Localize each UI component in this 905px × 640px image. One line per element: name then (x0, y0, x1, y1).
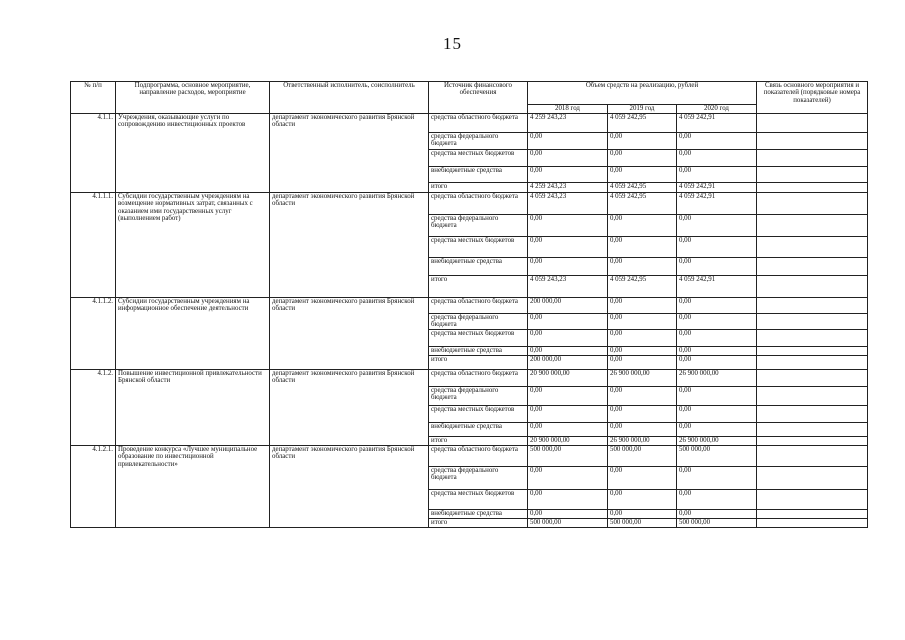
row-code: 4.1.1.1. (71, 193, 116, 298)
row-value-2020: 4 059 242,91 (677, 193, 757, 215)
row-value-2018: 0,00 (528, 467, 608, 490)
row-program-name: Проведение конкурса «Лучшее муниципальное образование по инвестиционной привлекательности» (116, 446, 270, 528)
row-link (757, 510, 868, 519)
row-value-2020: 0,00 (677, 237, 757, 258)
row-source: внебюджетные средства (429, 423, 528, 437)
row-link (757, 215, 868, 237)
header-no: № п/п (71, 82, 116, 114)
row-value-2019: 0,00 (608, 298, 677, 314)
row-link (757, 446, 868, 467)
row-value-2018: 500 000,00 (528, 519, 608, 528)
row-value-2019: 0,00 (608, 150, 677, 167)
row-source: средства областного бюджета (429, 298, 528, 314)
row-value-2020: 0,00 (677, 314, 757, 330)
row-value-2020: 0,00 (677, 347, 757, 356)
row-source: внебюджетные средства (429, 167, 528, 183)
row-value-2018: 0,00 (528, 215, 608, 237)
row-source: средства федерального бюджета (429, 387, 528, 406)
row-value-2019: 0,00 (608, 167, 677, 183)
row-executor: департамент экономического развития Брянской области (270, 298, 429, 370)
row-source: средства областного бюджета (429, 370, 528, 387)
row-link (757, 298, 868, 314)
row-value-2018: 20 900 000,00 (528, 437, 608, 446)
row-value-2018: 20 900 000,00 (528, 370, 608, 387)
row-source: внебюджетные средства (429, 510, 528, 519)
table-row (71, 370, 868, 387)
row-value-2019: 0,00 (608, 314, 677, 330)
row-value-2018: 0,00 (528, 510, 608, 519)
row-value-2018: 4 259 243,23 (528, 183, 608, 193)
row-value-2019: 0,00 (608, 423, 677, 437)
header-executor: Ответственный исполнитель, соисполнитель (270, 82, 429, 114)
row-program-name: Учреждения, оказывающие услуги по сопровождению инвестиционных проектов (116, 114, 270, 193)
row-link (757, 490, 868, 510)
row-value-2018: 0,00 (528, 347, 608, 356)
row-source: средства местных бюджетов (429, 490, 528, 510)
row-link (757, 347, 868, 356)
row-value-2019: 0,00 (608, 510, 677, 519)
row-source: средства областного бюджета (429, 114, 528, 133)
row-source: средства федерального бюджета (429, 314, 528, 330)
row-source: итого (429, 276, 528, 298)
row-source: итого (429, 356, 528, 370)
row-value-2020: 4 059 242,91 (677, 276, 757, 298)
row-link (757, 167, 868, 183)
row-link (757, 437, 868, 446)
row-value-2018: 0,00 (528, 150, 608, 167)
row-executor: департамент экономического развития Брянской области (270, 193, 429, 298)
header-link: Связь основного мероприятия и показателей (порядковые номера показателей) (757, 82, 868, 114)
row-link (757, 133, 868, 150)
row-value-2020: 26 900 000,00 (677, 437, 757, 446)
row-value-2020: 0,00 (677, 150, 757, 167)
row-source: средства местных бюджетов (429, 406, 528, 423)
budget-table (70, 81, 868, 528)
row-link (757, 258, 868, 276)
row-value-2019: 0,00 (608, 490, 677, 510)
row-value-2018: 0,00 (528, 423, 608, 437)
row-code: 4.1.2.1. (71, 446, 116, 528)
row-value-2020: 4 059 242,91 (677, 114, 757, 133)
row-value-2019: 0,00 (608, 133, 677, 150)
row-link (757, 370, 868, 387)
row-source: средства федерального бюджета (429, 133, 528, 150)
row-value-2019: 0,00 (608, 330, 677, 347)
row-value-2020: 500 000,00 (677, 519, 757, 528)
row-source: средства областного бюджета (429, 446, 528, 467)
row-value-2019: 500 000,00 (608, 519, 677, 528)
row-value-2018: 0,00 (528, 406, 608, 423)
row-value-2020: 0,00 (677, 490, 757, 510)
row-value-2019: 4 059 242,95 (608, 193, 677, 215)
header-year-2019: 2019 год (608, 105, 677, 114)
row-value-2020: 0,00 (677, 467, 757, 490)
row-link (757, 356, 868, 370)
row-link (757, 237, 868, 258)
row-value-2019: 26 900 000,00 (608, 437, 677, 446)
row-value-2019: 500 000,00 (608, 446, 677, 467)
header-year-2018: 2018 год (528, 105, 608, 114)
page-number: 15 (443, 34, 462, 53)
row-value-2019: 0,00 (608, 467, 677, 490)
row-value-2018: 200 000,00 (528, 356, 608, 370)
row-link (757, 423, 868, 437)
row-value-2018: 0,00 (528, 133, 608, 150)
row-source: средства федерального бюджета (429, 215, 528, 237)
header-volume: Объем средств на реализацию, рублей (528, 82, 757, 105)
row-value-2018: 0,00 (528, 490, 608, 510)
row-value-2020: 0,00 (677, 423, 757, 437)
row-value-2020: 0,00 (677, 215, 757, 237)
row-value-2018: 0,00 (528, 387, 608, 406)
row-value-2019: 4 059 242,95 (608, 183, 677, 193)
row-value-2019: 4 059 242,95 (608, 114, 677, 133)
row-program-name: Субсидии государственным учреждениям на информационное обеспечение деятельности (116, 298, 270, 370)
row-code: 4.1.1.2. (71, 298, 116, 370)
row-program-name: Субсидии государственным учреждениям на возмещение нормативных затрат, связанных с оказанием ими государственных услуг (выполнением работ) (116, 193, 270, 298)
row-link (757, 330, 868, 347)
row-link (757, 406, 868, 423)
table-row (71, 446, 868, 467)
row-value-2018: 0,00 (528, 330, 608, 347)
header-program: Подпрограмма, основное мероприятие, направление расходов, мероприятие (116, 82, 270, 114)
row-link (757, 387, 868, 406)
row-source: средства местных бюджетов (429, 237, 528, 258)
row-executor: департамент экономического развития Брянской области (270, 114, 429, 193)
row-value-2018: 200 000,00 (528, 298, 608, 314)
row-link (757, 519, 868, 528)
row-value-2019: 0,00 (608, 387, 677, 406)
row-value-2019: 26 900 000,00 (608, 370, 677, 387)
row-value-2019: 0,00 (608, 215, 677, 237)
row-value-2020: 0,00 (677, 167, 757, 183)
row-value-2019: 0,00 (608, 237, 677, 258)
row-value-2018: 0,00 (528, 237, 608, 258)
row-source: средства местных бюджетов (429, 150, 528, 167)
row-link (757, 114, 868, 133)
row-value-2020: 0,00 (677, 356, 757, 370)
row-value-2020: 0,00 (677, 133, 757, 150)
row-link (757, 276, 868, 298)
row-value-2020: 0,00 (677, 387, 757, 406)
table-row (71, 114, 868, 133)
row-value-2019: 0,00 (608, 406, 677, 423)
row-value-2018: 0,00 (528, 167, 608, 183)
row-value-2018: 0,00 (528, 258, 608, 276)
row-value-2020: 26 900 000,00 (677, 370, 757, 387)
row-source: итого (429, 183, 528, 193)
row-link (757, 314, 868, 330)
table-body (71, 114, 868, 528)
row-source: внебюджетные средства (429, 347, 528, 356)
row-source: внебюджетные средства (429, 258, 528, 276)
row-program-name: Повышение инвестиционной привлекательности Брянской области (116, 370, 270, 446)
row-value-2020: 4 059 242,91 (677, 183, 757, 193)
row-value-2018: 0,00 (528, 314, 608, 330)
row-source: итого (429, 519, 528, 528)
row-executor: департамент экономического развития Брянской области (270, 446, 429, 528)
row-value-2018: 4 059 243,23 (528, 193, 608, 215)
row-source: средства федерального бюджета (429, 467, 528, 490)
row-link (757, 183, 868, 193)
row-value-2019: 0,00 (608, 347, 677, 356)
row-code: 4.1.2. (71, 370, 116, 446)
table-row (71, 298, 868, 314)
row-link (757, 467, 868, 490)
row-link (757, 193, 868, 215)
row-value-2020: 500 000,00 (677, 446, 757, 467)
row-value-2020: 0,00 (677, 258, 757, 276)
row-source: средства местных бюджетов (429, 330, 528, 347)
row-source: средства областного бюджета (429, 193, 528, 215)
row-value-2020: 0,00 (677, 330, 757, 347)
row-executor: департамент экономического развития Брянской области (270, 370, 429, 446)
row-source: итого (429, 437, 528, 446)
row-code: 4.1.1. (71, 114, 116, 193)
row-value-2020: 0,00 (677, 406, 757, 423)
row-value-2020: 0,00 (677, 298, 757, 314)
row-value-2019: 0,00 (608, 258, 677, 276)
header-year-2020: 2020 год (677, 105, 757, 114)
header-source: Источник финансового обеспечения (429, 82, 528, 114)
row-link (757, 150, 868, 167)
row-value-2019: 4 059 242,95 (608, 276, 677, 298)
row-value-2019: 0,00 (608, 356, 677, 370)
row-value-2020: 0,00 (677, 510, 757, 519)
row-value-2018: 4 259 243,23 (528, 114, 608, 133)
row-value-2018: 500 000,00 (528, 446, 608, 467)
row-value-2018: 4 059 243,23 (528, 276, 608, 298)
table-row (71, 193, 868, 215)
